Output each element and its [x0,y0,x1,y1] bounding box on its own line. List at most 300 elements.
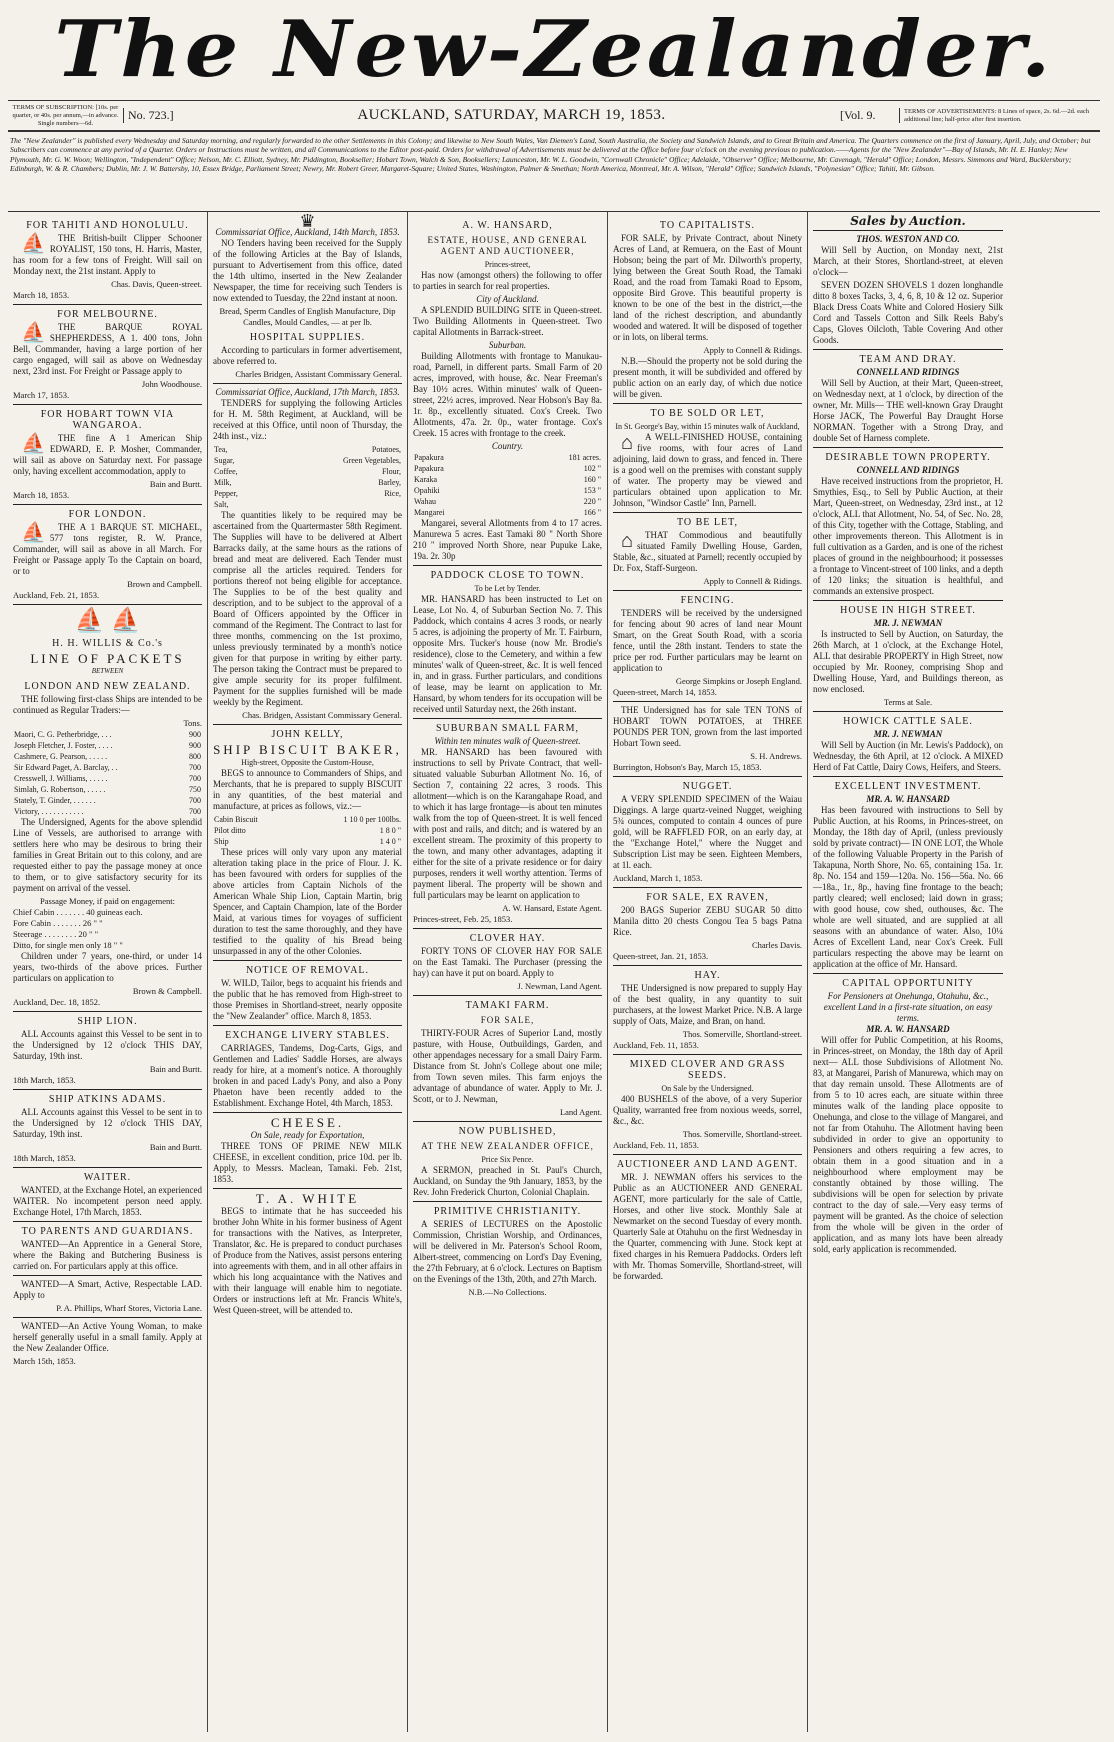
ad-heading: TO CAPITALISTS. [659,220,756,231]
price-row-cell: Ship [214,837,229,846]
issue-number: No. 723.] [123,108,183,123]
price-row [213,836,402,847]
ad-text: These prices will only vary upon any material alteration taking place in the price of Flour. J. K. has been favoured with orders for supplies of the above articles from Captain Nichols of the American Whale Ship Lion, Captain Martin, brig Spencer, and Captain Champion, late of the Border Maid, at various times for voyages of sufficient duration to test the same thoroughly, and they have testified to the quality of his Bread being unsurpassed in any of the other Colonies. [213,847,402,956]
ad-subheading: Price Six Pence. [481,1155,534,1164]
ad-heading: FENCING. [680,595,735,606]
columns [8,212,1100,1732]
divider [213,383,402,384]
house-icon: ⌂ [621,530,634,552]
goods-row [213,488,402,499]
country-row-cell: 166 " [583,508,601,517]
divider [613,1154,802,1155]
goods-row-cell: Rice, [384,489,401,498]
ad-heading: HAY. [694,970,721,981]
ad-text: FORTY TONS OF CLOVER HAY FOR SALE on the East Tamaki. The Purchaser (pressing the hay) can have it put on board. Apply to [413,946,602,978]
ad-text: Has now (amongst others) the following to offer to parties in search for real properties. [413,270,602,291]
auctioneer-name: THOS. WESTON AND CO. [856,234,960,244]
divider [813,711,1003,712]
ad-heading: FOR MELBOURNE. [57,309,158,320]
divider [13,404,202,405]
country-row [413,507,602,518]
masthead-title: The New-Zealander. [54,4,1054,95]
ship-row-cell: 700 [189,796,201,805]
fare-line: Ditto, for single men only 18 " " [13,940,123,950]
ad-date: Auckland, Feb. 11, 1853. [613,1040,699,1050]
country-row [413,452,602,463]
ship-row-cell: Cresswell, J. Williams, . . . . . [14,774,108,783]
country-land-table [413,452,602,518]
divider [413,995,602,996]
ad-text: BEGS to announce to Commanders of Ships, and Merchants, that he is prepared to supply BISCUIT in any quantities, of the best material and manufacture, at prices as follows, viz.:— [213,768,402,811]
ship-row [13,784,202,795]
ship-row [13,729,202,740]
country-row [413,463,602,474]
goods-row-cell: Coffee, [214,467,238,476]
ad-body [13,233,202,277]
ad-text: Have received instructions from the proprietor, H. Smythies, Esq., to Sell by Public Auction, at their Mart, Queen-street, on Wednesday, 23rd inst., at 12 o'clock, ALL that Allotment, No. 54, of Sec. No. 28, of this City, together with the Cottage, Stabling, and other improvements thereon. This Allotment is in full cultivation as a Garden, and is one of the richest places of ground in the neighbourhood; it possesses a frontage to Vincent-street of 100 links, and a depth of 120 links; the situation is healthful, and commands an extensive prospect. [813,476,1003,596]
divider [13,1221,202,1222]
ship-row-cell: 750 [189,785,201,794]
ship-row-cell: 700 [189,807,201,816]
ad-body [613,530,802,574]
ad-text: MR. HANSARD has been instructed to Let on Lease, Lot No. 4, of Suburban Section No. 7. This Paddock, which contains 4 acres 3 roods, or nearly 5 acres, is adjoining the property of Mr. T. Fairburn, opposite Mrs. Tucker's house (now Mr. Brodie's residence), close to the Cemetery, and within a few minutes' walk of Queen-street, &c. It is well fenced in, and in grass. Further particulars, and conditions of lease, may be learnt on application to Mr. Hansard, by whom tenders for its occupation will be received until Saturday next, the 26th instant. [413,594,602,714]
ad-subheading: FOR SALE, [480,1015,535,1025]
divider [613,701,802,702]
ad-heading: SUBURBAN SMALL FARM, [435,723,580,734]
country-row [413,474,602,485]
ad-text: WANTED—A Smart, Active, Respectable LAD. Apply to [13,1279,202,1300]
auctioneer-name: CONNELL AND RIDINGS [856,367,960,377]
ad-signature: P. A. Phillips, Wharf Stores, Victoria Lane. [56,1303,202,1313]
ad-heading: TO PARENTS AND GUARDIANS. [21,1226,194,1237]
ad-heading: A. W. HANSARD, [462,220,553,231]
divider [13,304,202,305]
ad-text: WANTED, at the Exchange Hotel, an experienced WAITER. No incompetent person need apply. Exchange Hotel, 17th March, 1853. [13,1185,202,1217]
volume-number: [Vol. 9. [840,108,900,123]
ad-signature: J. Newman, Land Agent. [517,981,602,991]
ad-text: A VERY SPLENDID SPECIMEN of the Waiau Diggings. A large quartz-veined Nugget, weighing 5¾ ounces, computed to contain 4 ounces of pure gold, will be RAFFLED FOR, on an early day, at the "Exchange Hotel," where the Nugget and Subscription List may be seen. Eighteen Members, at 1l. each. [613,794,802,870]
goods-row-cell: Barley, [378,478,401,487]
ad-heading: HOWICK CATTLE SALE. [843,716,973,727]
ship-row-cell: 900 [189,741,201,750]
ship-icon: ⛵ [21,322,46,344]
ad-date: Auckland, March 1, 1853. [613,873,703,883]
ad-body [13,522,202,577]
ad-text: Building Allotments with frontage to Manukau-road, Parnell, in different parts. Small Farm of 20 acres, improved, with house, &c. Near Freeman's Bay 10½ acres. Within minutes' walk of Queen-street, 22½ acres, improved. Near Hobson's Bay 8a. 1r. 8p., excellently situated. Cox's Creek. Two Allotments, 47a. 2r. 0p., water frontage. Cox's Creek. 15 acres with frontage to the creek. [413,351,602,438]
ad-signature: S. H. Andrews. [750,751,802,761]
fares-list [13,907,202,951]
ad-date: 18th March, 1853. [13,1075,76,1085]
ad-heading: SHIP LION. [77,1016,138,1027]
ad-text: A WELL-FINISHED HOUSE, containing five rooms, with four acres of Land adjoining, laid down to grass, and fenced in. There is a good well on the premises with constant supply of water. The property may be viewed and particulars obtained upon application to Mr. Johnson, "Windsor Castle" Inn, Parnell. [613,432,802,508]
ad-text: A SERIES of LECTURES on the Apostolic Commission, Christian Worship, and Ordinances, will be delivered in Mr. Paterson's School Room, Albert-street, commencing on Lord's Day Evening, the 27th February, at 6 o'clock. Lectures on Baptism on the Evenings of the 13th, 20th, and 27th March. [413,1219,602,1284]
ad-text: 200 BAGS Superior ZEBU SUGAR 50 ditto Manila ditto 20 chests Congou Tea 5 bags Patna Rice. [613,905,802,937]
divider [413,718,602,719]
divider [413,1121,602,1122]
ships-table [13,729,202,817]
ad-signature: Charles Davis. [751,940,802,950]
ship-row-cell: Maori, C. G. Petherbridge, . . . [14,730,112,739]
ad-text: Will offer for Public Competition, at his Rooms, in Princes-street, on Monday, the 18th day of April next— ALL those Subdivisions of Allotment No. 83, at Mangarei, Parish of Manurewa, which may on that day remain unsold. These Allotments are of from 5 to 10 acres each, are situate within three minutes walk of the landing place opposite to Onehunga, and close to the village of Mangarei, and not far from Otahuhu. The Allotment having been subdivided in order to give an opportunity to Pensioners and others requiring a few acres, to obtain them in a good situation and in a neighbourhood where employment may be constantly obtained by those willing. The subdivisions will be open for selection by private contract to the day of sale.—Very easy terms of payment will be granted. As the choice of selection from the whole will be given in the order of application, and as many lots have been already sold, early application is recommended. [813,1035,1003,1254]
ship-icon: ⛵ [21,522,46,544]
ship-row [13,740,202,751]
goods-row [213,477,402,488]
ship-row [13,773,202,784]
divider [213,724,402,725]
ad-text: NO Tenders having been received for the Supply of the following Articles at the Bay of Islands, pursuant to Advertisement from this office, dated the 14th ultimo, inserted in the New Zealander Newspaper, the time for receiving such Tenders is now extended to Tuesday, the 22nd instant at noon. [213,238,402,303]
ad-heading: HOSPITAL SUPPLIES. [249,332,366,343]
ad-text: BEGS to intimate that he has succeeded his brother John White in his former business of Agent for transactions with the Natives, as Interpreter, Translator, &c. He is prepared to conduct purchases of Produce from the Natives, assist persons entering into agreements with them, and in all other affairs in which his long acquaintance with the Natives and with their language will enable him to negotiate. Orders or instructions left at Mr. Francis White's, West Queen-street, will be attended to. [213,1206,402,1315]
ad-heading: LONDON AND NEW ZEALAND. [24,681,191,692]
price-row-cell: Pilot ditto [214,826,246,835]
ad-date: 18th March, 1853. [13,1153,76,1163]
ad-signature: Bain and Burtt. [149,1064,202,1074]
ad-text: Is instructed to Sell by Auction, on Saturday, the 26th March, at 1 o'clock, at the Exchange Hotel, ALL that desirable PROPERTY in High Street, now occupied by Mr. Rooney, comprising Shop and Dwelling House, Yard, and Buildings thereon, as now enclosed. [813,629,1003,694]
divider [813,230,1003,231]
divider [13,1275,202,1276]
ad-body [13,322,202,377]
goods-row [213,455,402,466]
ad-text: ALL Accounts against this Vessel to be sent in to the Undersigned by 12 o'clock THIS DAY, Saturday, 19th inst. [13,1107,202,1139]
ad-text: Children under 7 years, one-third, or under 14 years, two-thirds of the above prices. Further particulars on application to [13,951,202,983]
divider [13,1089,202,1090]
ad-text: FOR SALE, by Private Contract, about Ninety Acres of Land, at Remuera, on the East of Mount Hobson; being the part of Mr. Dilworth's property, lying between the Great South Road, the Tamaki Road, and the road from Tamaki Road to Epsom, opposite Bird Grove. This beautiful property is known to be one of the best in the district,—the land of the richest description, and abundantly wooded and watered. It will be disposed of together or in lots, on liberal terms. [613,233,802,342]
articles-list: Bread, Sperm Candles of English Manufacture, Dip Candles, Mould Candles, — at per lb. [219,306,396,327]
ad-heading: FOR SALE, EX RAVEN, [646,892,769,903]
ad-heading: CAPITAL OPPORTUNITY [842,978,974,989]
ad-subheading: City of Auckland. [476,294,539,304]
divider [413,928,602,929]
ad-heading: TO BE LET, [676,517,738,528]
divider [613,1054,802,1055]
ad-text: Will Sell by Auction, at their Mart, Queen-street, on Wednesday next, at 1 o'clock, by direction of the owner, Mr. Mills— THE well-known Gray Draught Horse JACK, The Powerful Bay Draught Horse NORMAN. Together with a Strong Dray, and double Set of Harness complete. [813,378,1003,443]
ad-heading-large: CHEESE. [270,1115,345,1130]
ad-text: THE British-built Clipper Schooner ROYALIST, 150 tons, H. Harris, Master, has room for a few tons of Freight. Will sail on Monday next, the 21st instant. Apply to [13,233,202,276]
ad-text: SEVEN DOZEN SHOVELS 1 dozen longhandle ditto 8 boxes Tacks, 3, 4, 6, 8, 10 & 12 oz. Superior Black Dress Coats White and Colored Hosiery Silk Cord and Tassels Cotton and Silk Reels Baby's Caps, Gloves Oilcloth, Table Covering And other Goods. [813,280,1003,345]
ad-text: THE fine A 1 American Ship EDWARD, E. P. Mosher, Commander, will sail as above on Saturday next. For passage only, having excellent accommodation, apply to [13,433,202,476]
ad-signature: Thos. Somerville, Shortland-street. [682,1129,802,1139]
ad-text: The Undersigned, Agents for the above splendid Line of Vessels, are authorised to arrange with settlers here who may be desirous to bring their families in Great Britain out to this colony, and are requested either to pay the passage money at once to them, or to give satisfactory security for its payment on arrival of the vessel. [13,817,202,893]
ad-text: CARRIAGES, Tandems, Dog-Carts, Gigs, and Gentlemen and Ladies' Saddle Horses, are always ready for hire, at a moment's notice. A thoroughly broken in and paced Lady's Pony, and also a Pony Phaeton have been recently added to the Establishment. Exchange Hotel, 4th March, 1853. [213,1043,402,1108]
ship-icon: ⛵ [21,433,46,455]
ad-subheading: To be Let by Tender. [474,584,541,593]
ship-row-cell: 700 [189,774,201,783]
column-4 [608,212,808,1732]
divider [413,565,602,566]
goods-row-cell: Flour, [381,467,401,476]
house-icon: ⌂ [621,432,634,454]
divider [613,403,802,404]
ad-text: MR. J. NEWMAN offers his services to the Public as an AUCTIONEER AND GENERAL AGENT, more particularly for the sale of Cattle, Horses, and other live stock. Monthly Sale at Newmarket on the second Tuesday of every month. Quarterly Sale at Otahuhu on the first Wednesday in the Quarter, commencing with June. Stock kept at fixed charges in his Remuera Paddocks. Orders left with Mr. Thomas Somerville, Shortland-street, will be forwarded. [613,1172,802,1281]
tons-label: Tons. [183,718,202,728]
ad-text: THE BARQUE ROYAL SHEPHERDESS, A 1. 400 tons, John Bell, Commander, having a large portion of her cargo engaged, will sail as above on Wednesday next, 23rd inst. For Freight or Passage apply to [13,322,202,376]
country-row [413,496,602,507]
ad-signature: Charles Bridgen, Assistant Commissary General. [235,369,402,379]
ad-signature: Bain and Burtt. [149,1142,202,1152]
divider [213,1188,402,1189]
country-row-cell: Papakura [414,453,444,462]
auctioneer-name: MR. J. NEWMAN [873,729,943,739]
ad-signature: A. W. Hansard, Estate Agent. [502,903,602,913]
ad-text: A SERMON, preached in St. Paul's Church, Auckland, on Sunday the 9th January, 1853, by the Rev. John Frederick Churton, Colonial Chaplain. [413,1165,602,1197]
divider [213,1025,402,1026]
auctioneer-name: MR. J. NEWMAN [873,618,943,628]
publication-notice: The "New Zealander" is published every Wednesday and Saturday morning, and regularly forwarded to the other Settlements in this Colony; and likewise to New South Wales, Van Diemen's Land, South Australia, the Society and Sandwich Islands, and to Great Britain and America. The Quarters commence on the first of January, April, July, and October; but Subscribers can commence at any period of a Quarter. Orders or Instructions must be written, and all Communications to the Editor post-paid. Orders for withdrawal of Advertisements must be delivered at the Office before four o'clock on the evening previous to publication.——Agents for the "New Zealander"—Bay of Islands, Mr. H. E. Hanley; New Plymouth, Mr. G. W. Woon; Wellington, "Independent" Office; Nelson, Mr. C. Elliott, Sydney, Mr. Piddington, Bookseller; Hobart Town, Walch & Son, Booksellers; Launceston, Mr. W. L. Goodwin, "Cornwall Chronicle" Office; Adelaide, "Observer" Office; Melbourne, Mr. Cavenagh, "Herald" Office; London, Messrs. Simmons and Ward, Bucklersbury; Edinburgh, W. & R. Chambers; Dublin, Mr. J. W. Battersby, 10, Essex Bridge, Parliament Street; Newry, Mr. Robert Greer, Margaret-Square; United States, Washington, Palmer & Smethan; North America, Montreal, Mr. A. Wilson, "Herald" Office; Sandwich Islands, "Polynesian" Office; Tahiti, Mr. Gibson. [8,132,1100,212]
auctioneer-name: MR. A. W. HANSARD [866,1024,950,1034]
issue-date: AUCKLAND, SATURDAY, MARCH 19, 1853. [357,107,666,123]
ad-heading: FOR TAHITI AND HONOLULU. [26,220,189,231]
ship-row-cell: Sir Edward Paget, A. Barclay, . . [14,763,118,772]
ad-text: Has been favoured with instructions to Sell by Public Auction, at his Rooms, in Princes-street, on Monday, the 18th day of April, (unless previously sold by private contract)— IN ONE LOT, the Whole of the following Valuable Property in the Parish of Takapuna, North Shore, No. 65, containing 15a. 1r. 8p. No. 154 and 159—120a. No. 156—56a. No. 66—18a., 1r., 8p., having fine frontage to the beach; partly cleared; well enclosed; laid down in grass; with good house, cow shed, outhouses, &c. The whole are well situated, and are supplied at all seasons with an abundance of water. Also, 10¼ Acres of Excellent Land, near Cox's Creek. Full particulars respecting the above may be learnt on application at the office of Mr. Hansard. [813,805,1003,969]
ad-text: MR. HANSARD has been favoured with instructions to sell by Private Contract, that well-situated valuable Suburban Allotment No. 16, of Section 7, containing 22 acres, 3 roods. This allotment—which is on the Karangahape Road, and to which it has large frontage—is about ten minutes walk from the top of Queen-street. It is well fenced with post and rails, and ditch; and is watered by an excellent stream. The proximity of this property to the town, and many other advantages, adapting it either for the site of a private residence or for dairy purposes, renders it well worthy attention. Terms of payment liberal. The property will be shown and full particulars may be learnt on application to [413,747,602,900]
ad-heading: WAITER. [83,1172,132,1183]
section-heading: Sales by Auction. [850,214,966,228]
divider [813,600,1003,601]
country-row-cell: 102 " [583,464,601,473]
ad-text: THIRTY-FOUR Acres of Superior Land, mostly pasture, with House, Outbuildings, Garden, and other appendages necessary for a small Dairy Farm. Distance from St. John's College about one mile; from Town seven miles. This farm enjoys the advantage of abundance of water. Apply to Mr. J. Scott, or to J. Newman, [413,1028,602,1104]
ad-heading: FOR LONDON. [68,509,147,520]
ad-heading: CLOVER HAY. [469,933,546,944]
ad-heading: PADDOCK CLOSE TO TOWN. [430,570,585,581]
divider [813,973,1003,974]
ad-text: THE following first-class Ships are intended to be continued as Regular Traders:— [13,694,202,715]
ad-signature: Bain and Burtt. [149,479,202,489]
country-row-cell: 220 " [583,497,601,506]
country-row-cell: 153 " [583,486,601,495]
divider [813,776,1003,777]
ship-row-cell: Stately, T. Ginder, . . . . . . [14,796,96,805]
subscription-terms: TERMS OF SUBSCRIPTION: [10s. per quarter, or 40s. per annum,—in advance. Single numbers—6d. [12,103,119,127]
ad-signature: Brown and Campbell. [127,579,202,589]
ship-row [13,795,202,806]
ad-heading: TEAM AND DRAY. [859,354,957,365]
goods-table [213,444,402,510]
country-row-cell: Mangarei [414,508,445,517]
column-3 [408,212,608,1732]
ad-signature: George Simpkins or Joseph England. [675,676,802,686]
ad-date: Auckland, Feb. 21, 1853. [13,590,100,600]
ad-heading: Commissariat Office, Auckland, 14th March, 1853. [215,227,400,237]
ad-heading: PRIMITIVE CHRISTIANITY. [433,1206,582,1217]
ad-text: THAT Commodious and beautifully situated Family Dwelling House, Garden, Stable, &c., situated at Parnell; recently occupied by Dr. Fox, Staff-Surgeon. [613,530,802,573]
ship-row-cell: 800 [189,752,201,761]
ad-heading: H. H. WILLIS & Co.'s [52,638,163,649]
country-row-cell: Opahiki [414,486,440,495]
price-row [213,825,402,836]
ad-text: THREE TONS OF PRIME NEW MILK CHEESE, in excellent condition, price 10d. per lb. Apply, to Messrs. Maclean, Tamaki. Feb. 21st, 1853. [213,1141,402,1184]
price-row-cell: 1 4 0 " [379,837,401,846]
ad-subheading: Within ten minutes walk of Queen-street. [434,736,581,746]
ship-row-cell: Cashmere, G. Pearson, . . . . . [14,752,108,761]
ad-date: March 18, 1853. [13,490,70,500]
price-row-cell: Cabin Biscuit [214,815,258,824]
ad-heading: AUCTIONEER AND LAND AGENT. [616,1159,799,1170]
divider [13,1011,202,1012]
ad-date: March 15th, 1853. [13,1356,76,1366]
ad-date: Auckland, Dec. 18, 1852. [13,997,101,1007]
ad-date: Burrington, Hobson's Bay, March 15, 1853. [613,762,762,772]
ad-subheading: BETWEEN [91,667,124,675]
country-row-cell: Karaka [414,475,438,484]
ad-date: Princes-street, Feb. 25, 1853. [413,914,513,924]
ad-subheading: Princes-street, [484,260,531,269]
ad-heading: TAMAKI FARM. [465,1000,550,1011]
column-5 [808,212,1008,1732]
ad-heading: NOW PUBLISHED, [458,1126,557,1137]
ship-row-cell: Victory, . . . . . . . . . . . [14,807,84,816]
fare-line: Chief Cabin . . . . . . . 40 guineas each. [13,907,143,917]
ad-heading: DESIRABLE TOWN PROPERTY. [825,452,991,463]
fare-line: Steerage . . . . . . . . 20 " " [13,929,99,939]
ship-row [13,762,202,773]
ad-signature: Thos. Somerville, Shortland-street. [682,1029,802,1039]
ship-row-cell: Joseph Fletcher, J. Foster, . . . . [14,741,113,750]
ad-subheading: For Pensioners at Onehunga, Otahuhu, &c., excellent Land in a first-rate situation, on easy terms. [823,991,993,1023]
ad-text: The quantities likely to be required may be ascertained from the Quartermaster 58th Regiment. The Supplies will have to be delivered at Albert Barracks daily, at the same hours as the rations of bread and meat are delivered. Each Tender must comprise all the articles required. Tenders for portions thereof not being eligible for acceptance. The Supplies to be of the best quality and description, and to be subject to the approval of a Board of Officers appointed by the Officer in command of the Regiment. The Contract to last for three months, commencing on the 1st proximo, unless previously terminated by a month's notice given for that purpose in writing by either party. The person taking the Contract must be prepared to give ample security for its proper fulfilment. Payment for the supplies furnished will be made weekly by the Regiment. [213,510,402,707]
advertisement-terms: TERMS OF ADVERTISEMENTS: 8 Lines of space, 2s. 6d.—2d. each additional line; half-price after first insertion. [904,107,1090,123]
biscuit-prices-table [213,814,402,847]
ad-text: W. WILD, Tailor, begs to acquaint his friends and the public that he has removed from High-street to those Premises in Shortland-street, nearly opposite the "New Zealander" office. March 8, 1853. [213,978,402,1021]
ad-text: According to particulars in former advertisement, above referred to. [213,345,402,366]
goods-row-cell: Green Vegetables, [342,456,401,465]
ad-subheading: Suburban. [488,340,527,350]
ad-heading: JOHN KELLY, [271,729,344,740]
divider [13,504,202,505]
fare-line: Fore Cabin . . . . . . . 26 " " [13,918,103,928]
divider [13,604,202,605]
divider [613,512,802,513]
ad-heading: HOUSE IN HIGH STREET. [840,605,976,616]
ad-heading-large: SHIP BISCUIT BAKER, [213,742,402,757]
ad-heading-large: T. A. WHITE [255,1191,360,1206]
ad-date: Auckland, Feb. 11, 1853. [613,1140,699,1150]
divider [813,447,1003,448]
divider [813,349,1003,350]
ship-row-cell: 900 [189,730,201,739]
goods-row-cell: Potatoes, [371,445,401,454]
goods-row-cell: Sugar, [214,456,235,465]
ad-note: Terms at Sale. [883,697,933,707]
ad-signature: Brown & Campbell. [132,986,202,996]
ad-text: Mangarei, several Allotments from 4 to 17 acres. Manurewa 5 acres. East Tamaki 80 " North Shore 210 " improved North Shore, near Pupuke Lake, 19a. 2r. 30p [413,518,602,561]
ad-subheading: High-street, Opposite the Custom-House, [241,758,374,767]
ad-note: N.B.—No Collections. [468,1287,547,1297]
ad-heading: TO BE SOLD OR LET, [650,408,765,419]
ad-heading: AT THE NEW ZEALANDER OFFICE, [421,1141,594,1151]
ad-text: TENDERS will be received by the undersigned for fencing about 90 acres of land near Mount Smart, on the Great South Road, with a scoria fence, until the 28th instant. Tenders to state the price per rod. Further particulars may be learnt on application to [613,608,802,673]
ad-subheading: Country. [491,441,524,451]
divider [213,1112,402,1113]
ad-date: March 18, 1853. [13,290,70,300]
ad-text: ALL Accounts against this Vessel to be sent in to the Undersigned by 12 o'clock THIS DAY, Saturday, 19th inst. [13,1029,202,1061]
goods-row [213,444,402,455]
ad-heading: FOR HOBART TOWN VIA WANGAROA. [40,409,175,431]
ad-date: Queen-street, March 14, 1853. [613,687,717,697]
ship-row-cell: 700 [189,763,201,772]
ad-text: Will Sell by Auction (in Mr. Lewis's Paddock), on Wednesday, the 6th April, at 12 o'clock. A MIXED Herd of Fat Cattle, Dairy Cows, Heifers, and Steers. [813,740,1003,772]
ad-text: THE Undersigned is now prepared to supply Hay of the best quality, in any quantity to suit purchasers, at the lowest Market Price. N.B. A large supply of Oats, Maize, and Bran, on hand. [613,983,802,1026]
ad-heading: EXCHANGE LIVERY STABLES. [225,1030,390,1041]
ad-subheading: In St. George's Bay, within 15 minutes walk of Auckland, [615,422,800,431]
ad-text: A SPLENDID BUILDING SITE in Queen-street. Two Building Allotments in Queen-street. Two capital Allotments in Barrack-street. [413,305,602,337]
auctioneer-name: CONNELL AND RIDINGS [856,465,960,475]
ad-subheading: On Sale, ready for Exportation, [250,1130,365,1140]
ad-heading: ESTATE, HOUSE, AND GENERAL AGENT AND AUCTIONEER, [427,235,588,256]
ad-signature: Apply to Connell & Ridings. [703,576,802,586]
goods-row [213,499,402,510]
ad-text: WANTED—An Apprentice in a General Store, where the Baking and Butchering Business is carried on. For particulars apply at this office. [13,1239,202,1271]
ad-text: 400 BUSHELS of the above, of a very Superior Quality, warranted free from noxious weeds, sorrel, &c., &c. [613,1094,802,1126]
passage-money-label: Passage Money, if paid on engagement: [40,896,175,906]
info-bar [8,100,1100,132]
price-row-cell: 1 10 0 per 100lbs. [343,815,401,824]
country-row-cell: Papakura [414,464,444,473]
divider [413,1201,602,1202]
auctioneer-name: MR. A. W. HANSARD [866,794,950,804]
goods-row-cell: Pepper, [214,489,238,498]
ad-heading: SHIP ATKINS ADAMS. [48,1094,167,1105]
ad-heading: NUGGET. [682,781,733,792]
ad-signature: Chas. Bridgen, Assistant Commissary General. [242,710,402,720]
divider [13,1167,202,1168]
ad-heading-large: LINE OF PACKETS [30,651,185,666]
country-row-cell: 160 " [583,475,601,484]
ad-signature: Land Agent. [559,1107,602,1117]
ad-subheading: On Sale by the Undersigned. [661,1084,754,1093]
divider [13,1317,202,1318]
ad-heading: NOTICE OF REMOVAL. [245,965,370,976]
ad-text: TENDERS for supplying the following Articles for H. M. 58th Regiment, at Auckland, will be received at this Office, until noon of Thursday, the 24th inst., viz.: [213,398,402,441]
ad-body [613,432,802,509]
ships-illustration: ⛵ ⛵ [74,608,141,634]
price-row-cell: 1 8 0 " [379,826,401,835]
ad-heading: EXCELLENT INVESTMENT. [834,781,982,792]
divider [613,887,802,888]
divider [613,590,802,591]
ship-row-cell: Simlah, G. Robertson, . . . . . [14,785,106,794]
ship-icon: ⛵ [21,233,46,255]
ad-heading: MIXED CLOVER AND GRASS SEEDS. [629,1059,786,1081]
goods-row-cell [270,499,402,510]
ad-signature: Apply to Connell & Ridings. [703,345,802,355]
ad-signature: Chas. Davis, Queen-street. [111,279,202,289]
ad-body [13,433,202,477]
country-row-cell: 181 acres. [568,453,601,462]
goods-row-cell: Salt, [214,500,229,509]
ad-date: Queen-street, Jan. 21, 1853. [613,951,709,961]
country-row-cell: Wahau [414,497,437,506]
ad-text: Will Sell by Auction, on Monday next, 21st March, at their Stores, Shortland-street, at eleven o'clock— [813,245,1003,277]
ad-text: WANTED—An Active Young Woman, to make herself generally useful in a small family. Apply at the New Zealander Office. [13,1321,202,1353]
goods-row [213,466,402,477]
ad-text: THE A 1 BARQUE ST. MICHAEL, 577 tons register, R. W. Prance, Commander, will sail as above in all March. For Freight or Passage apply To the Captain on board, or to [13,522,202,576]
ad-text: THE Undersigned has for sale TEN TONS of HOBART TOWN POTATOES, at THREE POUNDS PER TON, grown from the last imported Hobart Town seed. [613,705,802,748]
ship-row [13,751,202,762]
ad-text: N.B.—Should the property not be sold during the present month, it will be subdivided and offered by public action on an early day, of which due notice will be given. [613,356,802,399]
divider [213,960,402,961]
ad-heading: Commissariat Office, Auckland, 17th March, 1853. [215,387,400,397]
price-row [213,814,402,825]
goods-row-cell: Milk, [214,478,232,487]
divider [613,965,802,966]
ship-row [13,806,202,817]
column-2 [208,212,408,1732]
divider [613,776,802,777]
ad-date: March 17, 1853. [13,390,70,400]
royal-arms-icon: ♛ [299,212,316,231]
ad-signature: John Woodhouse. [141,379,202,389]
column-1 [8,212,208,1732]
